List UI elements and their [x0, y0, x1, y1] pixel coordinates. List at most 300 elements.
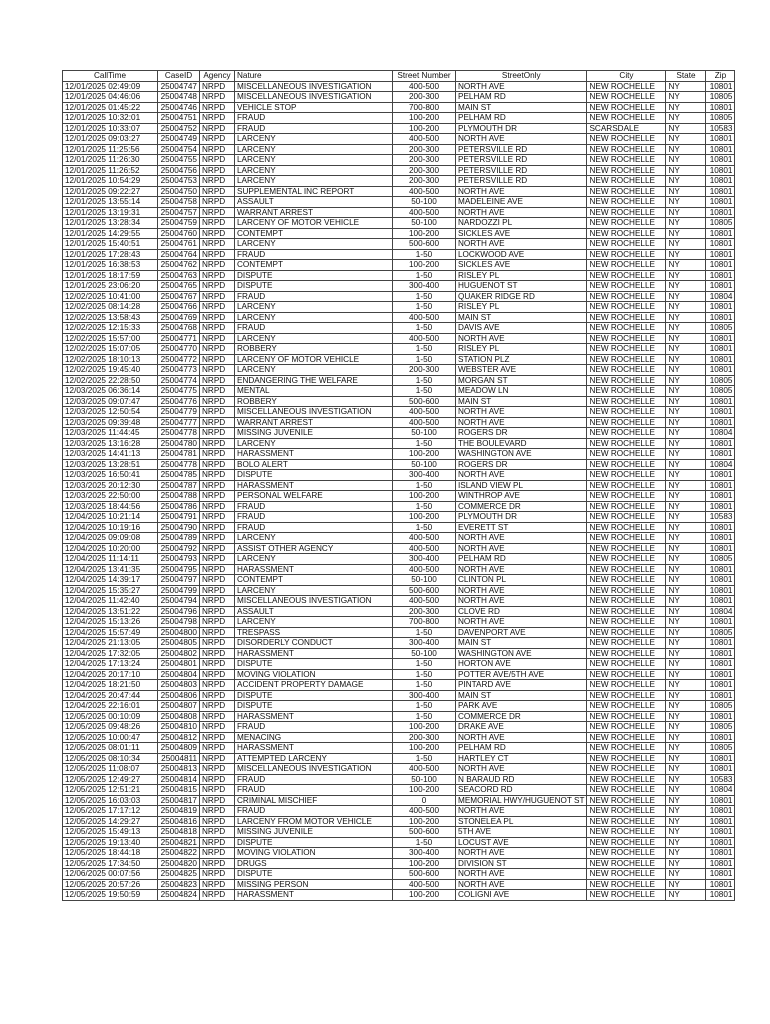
cell-agency: NRPD: [200, 134, 235, 145]
cell-calltime: 12/04/2025 11:14:11: [63, 554, 158, 565]
cell-city: NEW ROCHELLE: [587, 774, 666, 785]
cell-calltime: 12/05/2025 14:29:27: [63, 816, 158, 827]
cell-agency: NRPD: [200, 218, 235, 229]
table-row: [63, 459, 735, 470]
cell-calltime: 12/04/2025 10:21:14: [63, 512, 158, 523]
cell-agency: NRPD: [200, 543, 235, 554]
cell-city: NEW ROCHELLE: [587, 228, 666, 239]
cell-agency: NRPD: [200, 680, 235, 691]
cell-city: NEW ROCHELLE: [587, 543, 666, 554]
cell-city: NEW ROCHELLE: [587, 701, 666, 712]
cell-street-number: 300-400: [393, 690, 456, 701]
cell-agency: NRPD: [200, 197, 235, 208]
cell-caseid: 25004756: [158, 165, 200, 176]
cell-state: NY: [666, 837, 706, 848]
cell-street-only: MADELEINE AVE: [456, 197, 587, 208]
cell-street-only: NORTH AVE: [456, 533, 587, 544]
cell-calltime: 12/01/2025 09:22:27: [63, 186, 158, 197]
table-row: [63, 470, 735, 481]
table-row: [63, 554, 735, 565]
cell-zip: 10801: [706, 711, 735, 722]
cell-street-number: 100-200: [393, 858, 456, 869]
cell-zip: 10801: [706, 186, 735, 197]
cell-nature: LARCENY: [235, 617, 393, 628]
cell-zip: 10801: [706, 438, 735, 449]
cell-street-only: MAIN ST: [456, 690, 587, 701]
cell-agency: NRPD: [200, 354, 235, 365]
table-row: [63, 155, 735, 166]
table-row: [63, 533, 735, 544]
cell-caseid: 25004748: [158, 92, 200, 103]
cell-nature: LARCENY: [235, 312, 393, 323]
cell-city: SCARSDALE: [587, 123, 666, 134]
cell-street-only: MAIN ST: [456, 396, 587, 407]
cell-state: NY: [666, 627, 706, 638]
cell-calltime: 12/05/2025 11:08:07: [63, 764, 158, 775]
cell-city: NEW ROCHELLE: [587, 617, 666, 628]
cell-calltime: 12/03/2025 11:44:45: [63, 428, 158, 439]
cell-street-number: 300-400: [393, 638, 456, 649]
cell-calltime: 12/02/2025 15:57:00: [63, 333, 158, 344]
cell-city: NEW ROCHELLE: [587, 585, 666, 596]
cell-street-only: NORTH AVE: [456, 81, 587, 92]
cell-calltime: 12/04/2025 20:17:10: [63, 669, 158, 680]
cell-street-only: STATION PLZ: [456, 354, 587, 365]
cell-state: NY: [666, 701, 706, 712]
cell-zip: 10801: [706, 354, 735, 365]
cell-city: NEW ROCHELLE: [587, 92, 666, 103]
cell-street-number: 100-200: [393, 722, 456, 733]
cell-state: NY: [666, 386, 706, 397]
cell-street-only: NORTH AVE: [456, 239, 587, 250]
cell-agency: NRPD: [200, 659, 235, 670]
cell-state: NY: [666, 690, 706, 701]
cell-agency: NRPD: [200, 123, 235, 134]
cell-city: NEW ROCHELLE: [587, 512, 666, 523]
cell-street-number: 1-50: [393, 302, 456, 313]
cell-city: NEW ROCHELLE: [587, 554, 666, 565]
cell-street-only: PETERSVILLE RD: [456, 165, 587, 176]
cell-city: NEW ROCHELLE: [587, 407, 666, 418]
cell-agency: NRPD: [200, 522, 235, 533]
cell-calltime: 12/04/2025 15:13:26: [63, 617, 158, 628]
cell-caseid: 25004788: [158, 491, 200, 502]
cell-street-number: 100-200: [393, 890, 456, 901]
cell-street-only: LOCUST AVE: [456, 837, 587, 848]
cell-calltime: 12/05/2025 12:49:27: [63, 774, 158, 785]
cell-street-only: N BARAUD RD: [456, 774, 587, 785]
cell-agency: NRPD: [200, 869, 235, 880]
cell-caseid: 25004775: [158, 386, 200, 397]
cell-nature: LARCENY: [235, 554, 393, 565]
cell-caseid: 25004761: [158, 239, 200, 250]
cell-caseid: 25004770: [158, 344, 200, 355]
cell-street-only: NORTH AVE: [456, 407, 587, 418]
cell-street-only: PELHAM RD: [456, 743, 587, 754]
cell-street-only: NORTH AVE: [456, 207, 587, 218]
cell-nature: CONTEMPT: [235, 260, 393, 271]
cell-street-only: THE BOULEVARD: [456, 438, 587, 449]
cell-street-only: EVERETT ST: [456, 522, 587, 533]
table-row: [63, 869, 735, 880]
cell-city: NEW ROCHELLE: [587, 690, 666, 701]
cell-agency: NRPD: [200, 890, 235, 901]
table-row: [63, 617, 735, 628]
cell-state: NY: [666, 134, 706, 145]
cell-zip: 10801: [706, 617, 735, 628]
cell-calltime: 12/04/2025 15:35:27: [63, 585, 158, 596]
cell-street-only: HUGUENOT ST: [456, 281, 587, 292]
cell-city: NEW ROCHELLE: [587, 260, 666, 271]
cell-agency: NRPD: [200, 333, 235, 344]
cell-state: NY: [666, 302, 706, 313]
cell-calltime: 12/05/2025 10:00:47: [63, 732, 158, 743]
cell-nature: HARASSMENT: [235, 743, 393, 754]
cell-nature: FRAUD: [235, 512, 393, 523]
table-row: [63, 291, 735, 302]
cell-caseid: 25004774: [158, 375, 200, 386]
cell-state: NY: [666, 291, 706, 302]
cell-caseid: 25004767: [158, 291, 200, 302]
cell-calltime: 12/01/2025 01:45:22: [63, 102, 158, 113]
cell-agency: NRPD: [200, 470, 235, 481]
cell-calltime: 12/02/2025 15:07:05: [63, 344, 158, 355]
cell-zip: 10801: [706, 596, 735, 607]
cell-agency: NRPD: [200, 711, 235, 722]
cell-zip: 10801: [706, 522, 735, 533]
cell-agency: NRPD: [200, 155, 235, 166]
cell-nature: CRIMINAL MISCHIEF: [235, 795, 393, 806]
cell-zip: 10801: [706, 249, 735, 260]
cell-caseid: 25004760: [158, 228, 200, 239]
cell-agency: NRPD: [200, 701, 235, 712]
cell-street-number: 300-400: [393, 848, 456, 859]
cell-zip: 10583: [706, 774, 735, 785]
cell-city: NEW ROCHELLE: [587, 207, 666, 218]
cell-city: NEW ROCHELLE: [587, 764, 666, 775]
cell-nature: LARCENY: [235, 585, 393, 596]
cell-agency: NRPD: [200, 207, 235, 218]
cell-zip: 10801: [706, 890, 735, 901]
cell-state: NY: [666, 648, 706, 659]
cell-caseid: 25004796: [158, 606, 200, 617]
table-row: [63, 743, 735, 754]
cell-city: NEW ROCHELLE: [587, 848, 666, 859]
cell-street-number: 200-300: [393, 606, 456, 617]
cell-agency: NRPD: [200, 260, 235, 271]
cell-city: NEW ROCHELLE: [587, 491, 666, 502]
cell-agency: NRPD: [200, 690, 235, 701]
cell-caseid: 25004813: [158, 764, 200, 775]
cell-street-number: 100-200: [393, 449, 456, 460]
cell-calltime: 12/05/2025 15:49:13: [63, 827, 158, 838]
cell-calltime: 12/05/2025 17:34:50: [63, 858, 158, 869]
table-row: [63, 669, 735, 680]
cell-nature: TRESPASS: [235, 627, 393, 638]
cell-street-only: RISLEY PL: [456, 344, 587, 355]
cell-state: NY: [666, 890, 706, 901]
cell-zip: 10801: [706, 858, 735, 869]
cell-state: NY: [666, 480, 706, 491]
cell-nature: SUPPLEMENTAL INC REPORT: [235, 186, 393, 197]
cell-state: NY: [666, 333, 706, 344]
cell-state: NY: [666, 375, 706, 386]
cell-state: NY: [666, 669, 706, 680]
cell-street-number: 1-50: [393, 438, 456, 449]
cell-street-only: MORGAN ST: [456, 375, 587, 386]
cell-street-only: MEADOW LN: [456, 386, 587, 397]
header-zip: Zip: [706, 71, 735, 82]
cell-street-number: 700-800: [393, 617, 456, 628]
cell-agency: NRPD: [200, 459, 235, 470]
cell-state: NY: [666, 323, 706, 334]
cell-street-number: 100-200: [393, 260, 456, 271]
table-row: [63, 144, 735, 155]
table-row: [63, 543, 735, 554]
cell-nature: MISSING PERSON: [235, 879, 393, 890]
cell-calltime: 12/01/2025 04:46:06: [63, 92, 158, 103]
cell-caseid: 25004771: [158, 333, 200, 344]
cell-street-number: 200-300: [393, 92, 456, 103]
cell-calltime: 12/03/2025 09:07:47: [63, 396, 158, 407]
cell-calltime: 12/05/2025 12:51:21: [63, 785, 158, 796]
cell-street-number: 400-500: [393, 879, 456, 890]
cell-nature: FRAUD: [235, 113, 393, 124]
cell-city: NEW ROCHELLE: [587, 711, 666, 722]
table-row: [63, 606, 735, 617]
cell-state: NY: [666, 764, 706, 775]
cell-street-only: NORTH AVE: [456, 806, 587, 817]
cell-agency: NRPD: [200, 806, 235, 817]
cell-street-number: 100-200: [393, 785, 456, 796]
cell-calltime: 12/01/2025 11:26:52: [63, 165, 158, 176]
cell-caseid: 25004759: [158, 218, 200, 229]
cell-caseid: 25004797: [158, 575, 200, 586]
cell-city: NEW ROCHELLE: [587, 522, 666, 533]
cell-agency: NRPD: [200, 585, 235, 596]
cell-zip: 10801: [706, 312, 735, 323]
cell-caseid: 25004817: [158, 795, 200, 806]
table-row: [63, 858, 735, 869]
cell-agency: NRPD: [200, 239, 235, 250]
cell-calltime: 12/05/2025 08:10:34: [63, 753, 158, 764]
cell-street-number: 100-200: [393, 228, 456, 239]
cell-caseid: 25004823: [158, 879, 200, 890]
cell-street-only: QUAKER RIDGE RD: [456, 291, 587, 302]
cell-nature: ASSAULT: [235, 606, 393, 617]
cell-nature: DISPUTE: [235, 701, 393, 712]
cell-nature: DISPUTE: [235, 281, 393, 292]
cell-nature: ATTEMPTED LARCENY: [235, 753, 393, 764]
cell-state: NY: [666, 575, 706, 586]
cell-agency: NRPD: [200, 501, 235, 512]
table-row: [63, 522, 735, 533]
cell-nature: ROBBERY: [235, 396, 393, 407]
cell-caseid: 25004789: [158, 533, 200, 544]
cell-caseid: 25004769: [158, 312, 200, 323]
cell-state: NY: [666, 585, 706, 596]
cell-city: NEW ROCHELLE: [587, 648, 666, 659]
cell-caseid: 25004766: [158, 302, 200, 313]
cell-street-number: 1-50: [393, 270, 456, 281]
table-row: [63, 585, 735, 596]
cell-nature: HARASSMENT: [235, 564, 393, 575]
cell-calltime: 12/04/2025 17:13:24: [63, 659, 158, 670]
cell-street-only: NORTH AVE: [456, 470, 587, 481]
cell-zip: 10801: [706, 144, 735, 155]
cell-city: NEW ROCHELLE: [587, 428, 666, 439]
cell-calltime: 12/01/2025 10:33:07: [63, 123, 158, 134]
cell-calltime: 12/03/2025 20:12:30: [63, 480, 158, 491]
cell-state: NY: [666, 176, 706, 187]
cell-nature: HARASSMENT: [235, 449, 393, 460]
cell-calltime: 12/02/2025 12:15:33: [63, 323, 158, 334]
cell-city: NEW ROCHELLE: [587, 333, 666, 344]
cell-zip: 10805: [706, 554, 735, 565]
cell-agency: NRPD: [200, 795, 235, 806]
cell-calltime: 12/05/2025 19:13:40: [63, 837, 158, 848]
cell-caseid: 25004772: [158, 354, 200, 365]
cell-state: NY: [666, 470, 706, 481]
cell-city: NEW ROCHELLE: [587, 753, 666, 764]
cell-nature: MISSING JUVENILE: [235, 827, 393, 838]
cell-caseid: 25004778: [158, 428, 200, 439]
table-row: [63, 564, 735, 575]
cell-agency: NRPD: [200, 417, 235, 428]
cell-nature: DISPUTE: [235, 690, 393, 701]
cell-nature: LARCENY: [235, 239, 393, 250]
header-agency: Agency: [200, 71, 235, 82]
cell-caseid: 25004803: [158, 680, 200, 691]
cell-caseid: 25004792: [158, 543, 200, 554]
cell-calltime: 12/04/2025 21:13:05: [63, 638, 158, 649]
cell-nature: FRAUD: [235, 806, 393, 817]
cell-nature: CONTEMPT: [235, 228, 393, 239]
cell-street-number: 1-50: [393, 375, 456, 386]
cell-caseid: 25004765: [158, 281, 200, 292]
cell-agency: NRPD: [200, 249, 235, 260]
table-row: [63, 648, 735, 659]
cell-zip: 10805: [706, 323, 735, 334]
table-row: [63, 806, 735, 817]
cell-nature: WARRANT ARREST: [235, 207, 393, 218]
cell-zip: 10805: [706, 701, 735, 712]
cell-street-number: 500-600: [393, 585, 456, 596]
table-row: [63, 123, 735, 134]
cell-zip: 10801: [706, 816, 735, 827]
cell-zip: 10805: [706, 722, 735, 733]
cell-state: NY: [666, 617, 706, 628]
cell-city: NEW ROCHELLE: [587, 806, 666, 817]
cell-agency: NRPD: [200, 428, 235, 439]
cell-agency: NRPD: [200, 774, 235, 785]
cell-nature: MISSING JUVENILE: [235, 428, 393, 439]
cell-street-only: NARDOZZI PL: [456, 218, 587, 229]
cell-nature: FRAUD: [235, 722, 393, 733]
table-row: [63, 680, 735, 691]
cell-zip: 10801: [706, 879, 735, 890]
cell-zip: 10801: [706, 690, 735, 701]
cell-city: NEW ROCHELLE: [587, 533, 666, 544]
cell-zip: 10801: [706, 491, 735, 502]
cell-city: NEW ROCHELLE: [587, 270, 666, 281]
cell-agency: NRPD: [200, 827, 235, 838]
cell-zip: 10583: [706, 123, 735, 134]
table-row: [63, 375, 735, 386]
cell-caseid: 25004822: [158, 848, 200, 859]
cell-nature: HARASSMENT: [235, 711, 393, 722]
cell-state: NY: [666, 869, 706, 880]
cell-city: NEW ROCHELLE: [587, 596, 666, 607]
cell-calltime: 12/04/2025 10:20:00: [63, 543, 158, 554]
cell-nature: LARCENY: [235, 533, 393, 544]
header-street-only: StreetOnly: [456, 71, 587, 82]
table-row: [63, 837, 735, 848]
cell-calltime: 12/05/2025 19:50:59: [63, 890, 158, 901]
cell-caseid: 25004819: [158, 806, 200, 817]
cell-street-only: PELHAM RD: [456, 92, 587, 103]
cell-street-only: NORTH AVE: [456, 869, 587, 880]
cell-nature: MISCELLANEOUS INVESTIGATION: [235, 764, 393, 775]
cell-nature: LARCENY: [235, 438, 393, 449]
cell-caseid: 25004758: [158, 197, 200, 208]
cell-street-only: CLINTON PL: [456, 575, 587, 586]
cell-zip: 10801: [706, 281, 735, 292]
cell-agency: NRPD: [200, 438, 235, 449]
cell-street-only: ROGERS DR: [456, 459, 587, 470]
cell-zip: 10801: [706, 302, 735, 313]
cell-state: NY: [666, 155, 706, 166]
cell-calltime: 12/03/2025 14:41:13: [63, 449, 158, 460]
cell-nature: ENDANGERING THE WELFARE: [235, 375, 393, 386]
header-row: [63, 71, 735, 82]
cell-calltime: 12/01/2025 17:28:43: [63, 249, 158, 260]
cell-state: NY: [666, 113, 706, 124]
cell-nature: PERSONAL WELFARE: [235, 491, 393, 502]
cell-city: NEW ROCHELLE: [587, 291, 666, 302]
cell-zip: 10805: [706, 218, 735, 229]
table-row: [63, 207, 735, 218]
cell-city: NEW ROCHELLE: [587, 564, 666, 575]
cell-state: NY: [666, 281, 706, 292]
cell-street-only: HARTLEY CT: [456, 753, 587, 764]
cell-agency: NRPD: [200, 848, 235, 859]
cell-city: NEW ROCHELLE: [587, 816, 666, 827]
cell-street-only: NORTH AVE: [456, 543, 587, 554]
cell-street-number: 1-50: [393, 344, 456, 355]
cell-state: NY: [666, 785, 706, 796]
cell-calltime: 12/02/2025 10:41:00: [63, 291, 158, 302]
table-row: [63, 92, 735, 103]
cell-city: NEW ROCHELLE: [587, 438, 666, 449]
cell-zip: 10805: [706, 386, 735, 397]
cell-state: NY: [666, 354, 706, 365]
cell-city: NEW ROCHELLE: [587, 837, 666, 848]
cell-calltime: 12/03/2025 16:50:41: [63, 470, 158, 481]
cell-city: NEW ROCHELLE: [587, 176, 666, 187]
cell-calltime: 12/05/2025 16:03:03: [63, 795, 158, 806]
cell-zip: 10805: [706, 375, 735, 386]
cell-zip: 10801: [706, 81, 735, 92]
cell-calltime: 12/01/2025 02:49:09: [63, 81, 158, 92]
cell-street-number: 300-400: [393, 554, 456, 565]
cell-agency: NRPD: [200, 81, 235, 92]
cell-street-only: 5TH AVE: [456, 827, 587, 838]
cell-agency: NRPD: [200, 858, 235, 869]
cell-city: NEW ROCHELLE: [587, 302, 666, 313]
cell-nature: WARRANT ARREST: [235, 417, 393, 428]
cell-caseid: 25004764: [158, 249, 200, 260]
